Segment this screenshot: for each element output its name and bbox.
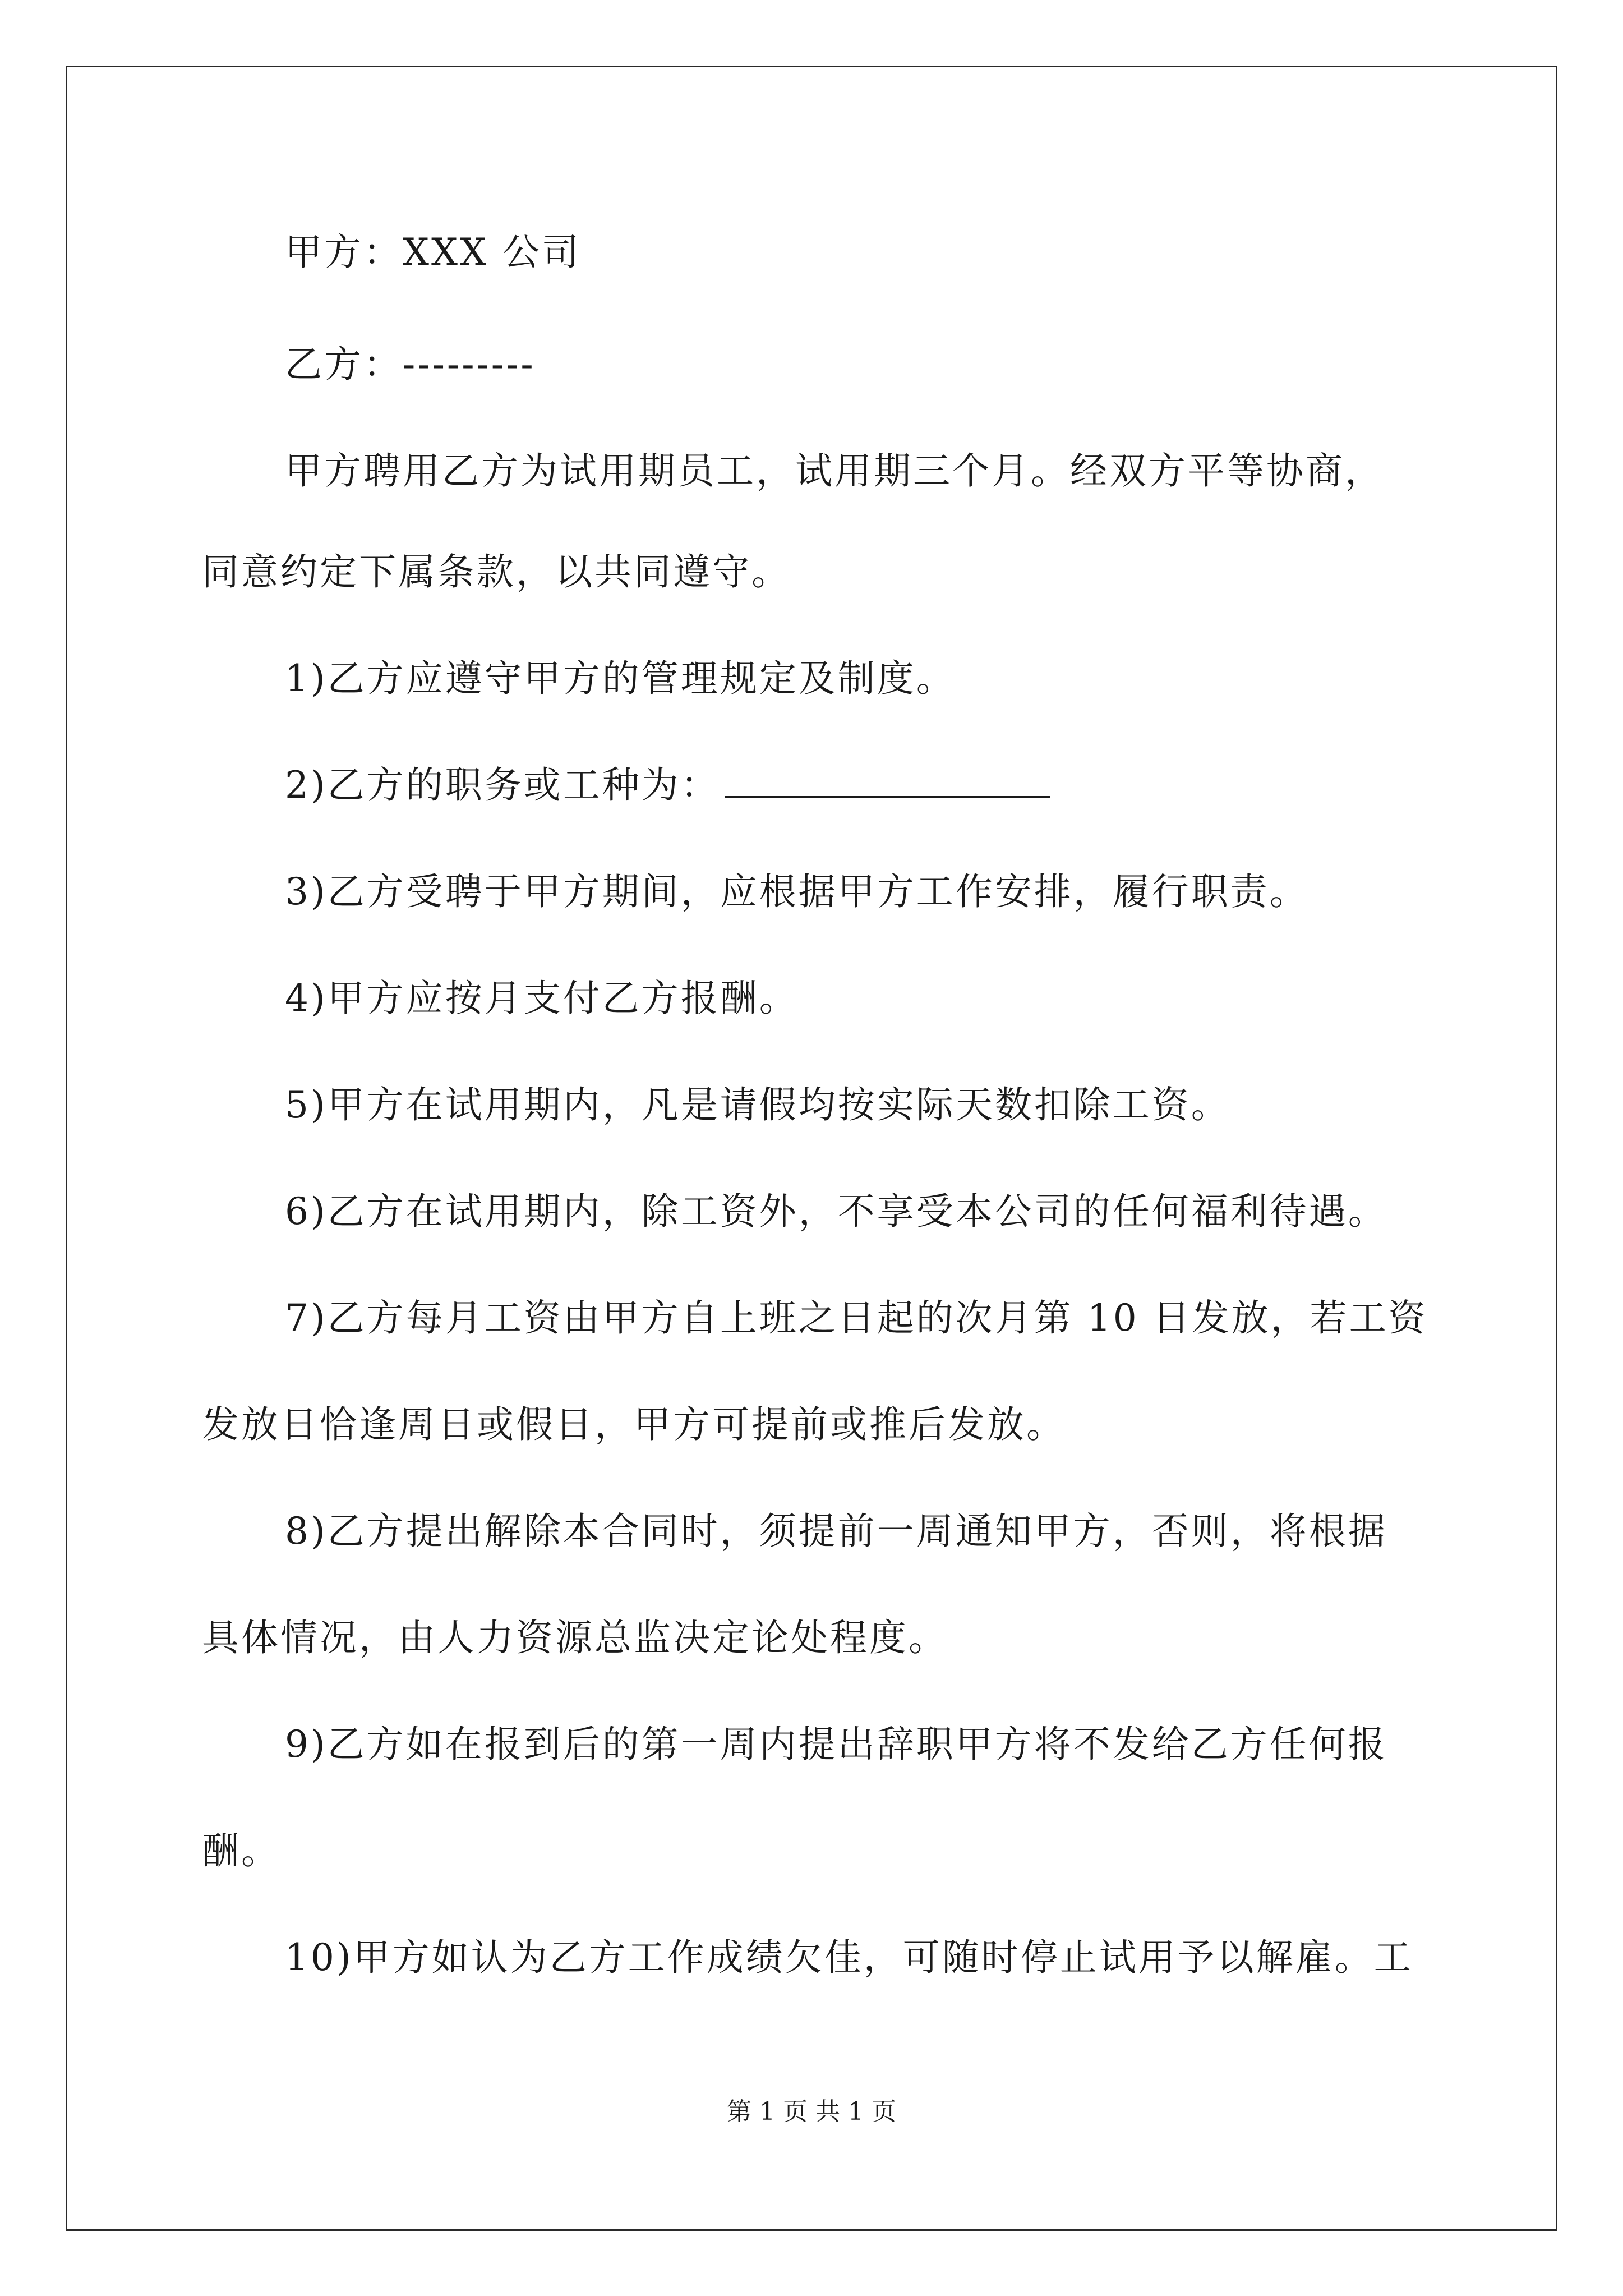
clause-9-line-1: 9)乙方如在报到后的第一周内提出辞职甲方将不发给乙方任何报: [285, 1723, 1387, 1766]
clause-7-line-1: 7)乙方每月工资由甲方自上班之日起的次月第 10 日发放，若工资: [285, 1296, 1428, 1340]
clause-8-line-1: 8)乙方提出解除本合同时，须提前一周通知甲方，否则，将根据: [285, 1510, 1387, 1553]
clause-2-text: 2)乙方的职务或工种为：: [285, 763, 720, 807]
clause-6: 6)乙方在试用期内，除工资外，不享受本公司的任何福利待遇。: [285, 1190, 1387, 1233]
clause-8-line-2: 具体情况，由人力资源总监决定论处程度。: [202, 1616, 948, 1659]
clause-3: 3)乙方受聘于甲方期间，应根据甲方工作安排，履行职责。: [285, 870, 1309, 913]
intro-line-1: 甲方聘用乙方为试用期员工，试用期三个月。经双方平等协商，: [285, 449, 1384, 493]
party-a-line: 甲方：XXX 公司: [285, 231, 581, 274]
clause-5: 5)甲方在试用期内，凡是请假均按实际天数扣除工资。: [285, 1083, 1230, 1126]
clause-9-line-2: 酬。: [202, 1829, 280, 1872]
fill-in-blank: [725, 765, 1050, 798]
clause-10-line-1: 10)甲方如认为乙方工作成绩欠佳，可随时停止试用予以解雇。工: [285, 1936, 1413, 1979]
clause-7-line-2: 发放日恰逢周日或假日，甲方可提前或推后发放。: [202, 1403, 1066, 1446]
party-b-line: 乙方：---------: [285, 343, 536, 386]
intro-line-2: 同意约定下属条款，以共同遵守。: [202, 550, 791, 593]
clause-2: [285, 757, 1050, 813]
clause-4: 4)甲方应按月支付乙方报酬。: [285, 977, 799, 1020]
page-footer: 第 1 页 共 1 页: [727, 2097, 896, 2126]
clause-1: 1)乙方应遵守甲方的管理规定及制度。: [285, 657, 956, 700]
